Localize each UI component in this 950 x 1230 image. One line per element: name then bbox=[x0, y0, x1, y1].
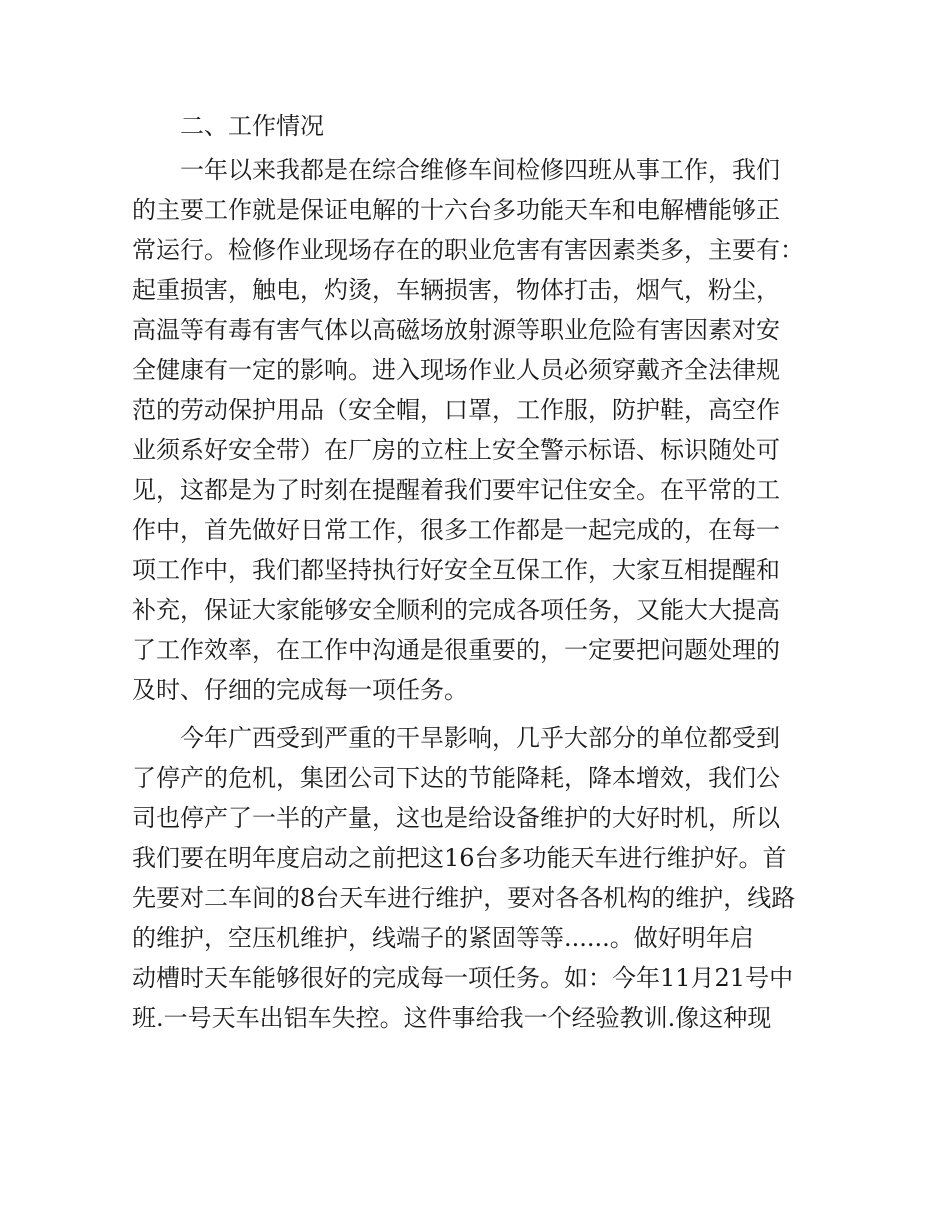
text-line: 见，这都是为了时刻在提醒着我们要牢记住安全。在平常的工 bbox=[132, 476, 780, 504]
document-body bbox=[132, 106, 832, 1038]
text-line: 司也停产了一半的产量，这也是给设备维护的大好时机，所以 bbox=[132, 804, 780, 832]
text-line: 常运行。检修作业现场存在的职业危害有害因素类多，主要有： bbox=[132, 236, 804, 264]
text-line: 了工作效率，在工作中沟通是很重要的，一定要把问题处理的 bbox=[132, 636, 780, 664]
text-line: 的维护，空压机维护，线端子的紧固等等......。做好明年启 bbox=[132, 924, 754, 952]
text-line: 了停产的危机，集团公司下达的节能降耗，降本增效，我们公 bbox=[132, 764, 780, 792]
text-line: 起重损害，触电，灼烫，车辆损害，物体打击，烟气，粉尘， bbox=[132, 276, 780, 304]
text-line: 高温等有毒有害气体以高磁场放射源等职业危险有害因素对安 bbox=[132, 316, 780, 344]
text-line: 的主要工作就是保证电解的十六台多功能天车和电解槽能够正 bbox=[132, 196, 780, 224]
text-line: 今年广西受到严重的干旱影响，几乎大部分的单位都受到 bbox=[180, 724, 780, 752]
section-heading: 二、工作情况 bbox=[180, 112, 324, 140]
text-line: 项工作中，我们都坚持执行好安全互保工作，大家互相提醒和 bbox=[132, 556, 780, 584]
text-line: 作中，首先做好日常工作，很多工作都是一起完成的，在每一 bbox=[132, 516, 780, 544]
text-line: 一年以来我都是在综合维修车间检修四班从事工作，我们 bbox=[180, 156, 780, 184]
text-line: 全健康有一定的影响。进入现场作业人员必须穿戴齐全法律规 bbox=[132, 356, 780, 384]
text-line: 动槽时天车能够很好的完成每一项任务。如：今年11月21号中 bbox=[132, 964, 794, 992]
paragraph-spacer bbox=[132, 710, 832, 718]
text-line: 范的劳动保护用品（安全帽，口罩，工作服，防护鞋，高空作 bbox=[132, 396, 780, 424]
text-line: 先要对二车间的8台天车进行维护，要对各各机构的维护，线路 bbox=[132, 884, 796, 912]
paragraph-work-duties bbox=[132, 150, 832, 710]
text-line: 业须系好安全带）在厂房的立柱上安全警示标语、标识随处可 bbox=[132, 436, 780, 464]
text-line: 班.一号天车出铝车失控。这件事给我一个经验教训.像这种现 bbox=[132, 1004, 772, 1032]
text-line: 我们要在明年度启动之前把这16台多功能天车进行维护好。首 bbox=[132, 844, 787, 872]
paragraph-drought-maintenance bbox=[132, 718, 832, 1038]
text-line: 及时、仔细的完成每一项任务。 bbox=[132, 676, 468, 704]
text-line: 补充，保证大家能够安全顺利的完成各项任务，又能大大提高 bbox=[132, 596, 780, 624]
